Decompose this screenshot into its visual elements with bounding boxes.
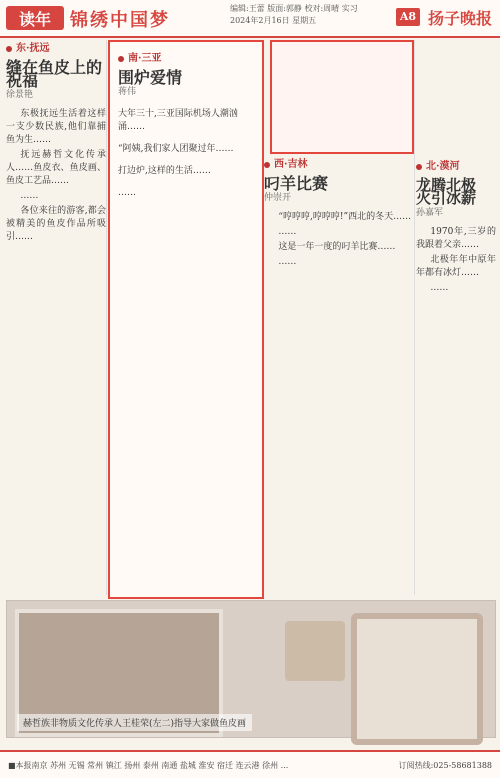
region-label: 东·抚远 [6, 42, 106, 55]
page-number: A8 [396, 8, 420, 26]
article-title: 围炉爱情 [118, 68, 183, 87]
footer-left: ■本报南京 苏州 无锡 常州 镇江 扬州 泰州 南通 盐城 淮安 宿迁 连云港 徐州 ... [8, 760, 289, 770]
meta-line2: 2024年2月16日 星期五 [230, 16, 317, 25]
paragraph: 北极年年中原年年都有冰灯…… [416, 255, 496, 278]
article-center-box [108, 40, 264, 599]
paragraph: 大年三十,三亚国际机场人潮汹涌…… [118, 109, 238, 132]
separator [106, 40, 107, 595]
paragraph: 抚远赫哲文化传承人……鱼皮衣、鱼皮画、鱼皮工艺品…… [6, 150, 106, 186]
article-title: 叼羊比赛 [264, 174, 329, 193]
location-pin-icon [6, 46, 12, 52]
page-footer [0, 750, 500, 778]
location-pin-icon [416, 164, 422, 170]
region-label: 西·吉林 [264, 158, 414, 171]
page-header [0, 0, 500, 38]
column-title: 锦绣中国梦 [70, 10, 170, 31]
paragraph: “阿姨,我们家人团聚过年…… [118, 144, 234, 154]
paragraph: …… [278, 227, 297, 237]
article-title: 龙腾北极 火引冰薪 [416, 176, 477, 207]
article-center [118, 50, 254, 209]
paragraph: …… [20, 191, 39, 201]
meta-line1: 编辑:王蕾 版面:郭静 校对:周晴 实习 [230, 4, 358, 13]
region-label: 北·漠河 [416, 160, 496, 173]
paragraph: 东极抚远生活着这样一支少数民族,他们靠捕鱼为生…… [6, 109, 106, 145]
section-badge: 读年 [6, 6, 64, 30]
article-midright [264, 156, 414, 271]
paragraph: 1970年,三岁的我跟着父亲…… [416, 227, 496, 250]
footer-right: 订阅热线:025-58681388 [398, 760, 492, 770]
header-meta [230, 3, 358, 27]
article-author: 徐景艳 [6, 90, 34, 100]
location-pin-icon [118, 56, 124, 62]
paragraph: “哼哼哼,哼哼哼!”西北的冬天…… [278, 212, 412, 222]
separator [414, 40, 415, 595]
photo-artwork-small [285, 621, 345, 681]
paragraph: 打边炉,这样的生活…… [118, 166, 211, 176]
photo-caption: 赫哲族非物质文化传承人王桂荣(左二)指导大家做鱼皮画 [17, 714, 252, 731]
paragraph: …… [118, 188, 136, 198]
location-pin-icon [264, 162, 270, 168]
highlight-box [270, 40, 414, 154]
brand-name: 扬子晚报 [427, 9, 492, 28]
article-author: 仲崇开 [264, 193, 292, 203]
article-right [416, 40, 496, 297]
feature-photo [6, 600, 496, 738]
photo-artwork-large [351, 613, 483, 745]
article-title: 缝在鱼皮上的祝福 [6, 58, 103, 90]
article-author: 孙嘉军 [416, 208, 444, 218]
paragraph: …… [430, 283, 449, 293]
paragraph: …… [278, 257, 297, 267]
article-author: 蒋伟 [118, 87, 137, 97]
paragraph: 这是一年一度的叼羊比赛…… [278, 242, 396, 252]
article-left [6, 40, 106, 246]
region-label: 南·三亚 [118, 52, 254, 65]
paragraph: 各位来往的游客,都会被精美的鱼皮作品所吸引…… [6, 206, 106, 242]
